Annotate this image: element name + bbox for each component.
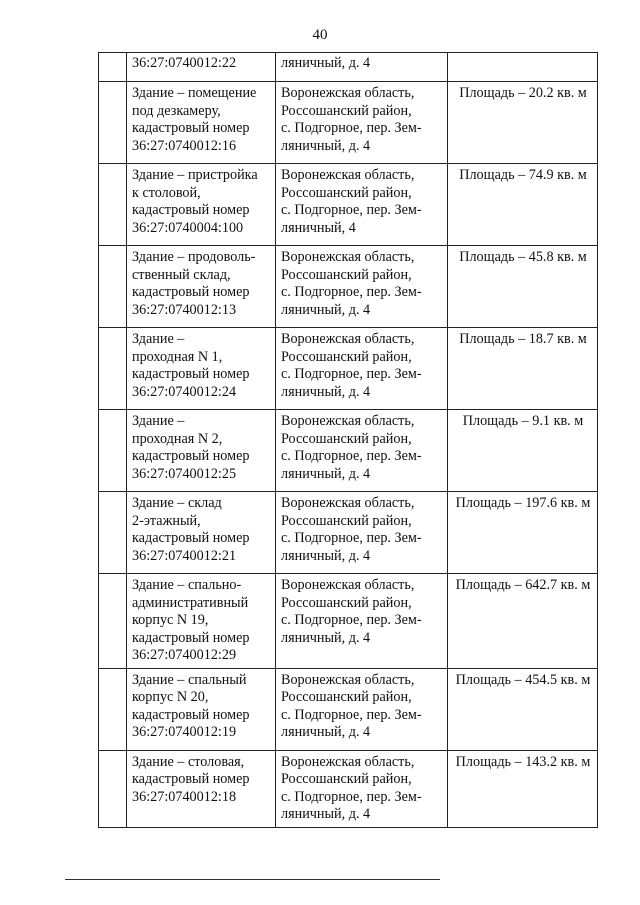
building-cell: Здание – продоволь- ственный склад, кадастровый номер 36:27:0740012:13 (127, 246, 276, 328)
address-cell: Воронежская область, Россошанский район, с. Подгорное, пер. Зем- ляничный, д. 4 (276, 246, 448, 328)
address-cell: Воронежская область, Россошанский район, с. Подгорное, пер. Зем- ляничный, д. 4 (276, 82, 448, 164)
index-cell (99, 53, 127, 82)
area-cell: Площадь – 454.5 кв. м (448, 668, 598, 750)
table-row (99, 574, 598, 669)
table-row (99, 82, 598, 164)
property-table (98, 52, 598, 828)
address-cell: Воронежская область, Россошанский район, с. Подгорное, пер. Зем- ляничный, д. 4 (276, 410, 448, 492)
index-cell (99, 328, 127, 410)
building-cell: Здание – спальный корпус N 20, кадастровый номер 36:27:0740012:19 (127, 668, 276, 750)
index-cell (99, 492, 127, 574)
address-cell: Воронежская область, Россошанский район, с. Подгорное, пер. Зем- ляничный, д. 4 (276, 750, 448, 827)
table-row (99, 668, 598, 750)
building-cell: Здание – спально- административный корпус N 19, кадастровый номер 36:27:0740012:29 (127, 574, 276, 669)
area-cell: Площадь – 20.2 кв. м (448, 82, 598, 164)
address-cell: Воронежская область, Россошанский район, с. Подгорное, пер. Зем- ляничный, д. 4 (276, 492, 448, 574)
area-cell: Площадь – 642.7 кв. м (448, 574, 598, 669)
building-cell: Здание – проходная N 1, кадастровый номер 36:27:0740012:24 (127, 328, 276, 410)
building-cell: Здание – столовая, кадастровый номер 36:27:0740012:18 (127, 750, 276, 827)
area-cell: Площадь – 143.2 кв. м (448, 750, 598, 827)
building-cell: Здание – проходная N 2, кадастровый номер 36:27:0740012:25 (127, 410, 276, 492)
table-row (99, 53, 598, 82)
area-cell: Площадь – 74.9 кв. м (448, 164, 598, 246)
table-row (99, 328, 598, 410)
building-cell: Здание – склад 2-этажный, кадастровый номер 36:27:0740012:21 (127, 492, 276, 574)
index-cell (99, 82, 127, 164)
table-row (99, 750, 598, 827)
table-row (99, 492, 598, 574)
address-cell: Воронежская область, Россошанский район, с. Подгорное, пер. Зем- ляничный, д. 4 (276, 668, 448, 750)
area-cell: Площадь – 197.6 кв. м (448, 492, 598, 574)
index-cell (99, 164, 127, 246)
table-row (99, 164, 598, 246)
building-cell: Здание – помещение под дезкамеру, кадастровый номер 36:27:0740012:16 (127, 82, 276, 164)
address-cell: ляничный, д. 4 (276, 53, 448, 82)
building-cell: 36:27:0740012:22 (127, 53, 276, 82)
table-row (99, 410, 598, 492)
address-cell: Воронежская область, Россошанский район, с. Подгорное, пер. Зем- ляничный, д. 4 (276, 328, 448, 410)
index-cell (99, 246, 127, 328)
address-cell: Воронежская область, Россошанский район, с. Подгорное, пер. Зем- ляничный, 4 (276, 164, 448, 246)
address-cell: Воронежская область, Россошанский район, с. Подгорное, пер. Зем- ляничный, д. 4 (276, 574, 448, 669)
building-cell: Здание – пристройка к столовой, кадастровый номер 36:27:0740004:100 (127, 164, 276, 246)
index-cell (99, 668, 127, 750)
area-cell (448, 53, 598, 82)
index-cell (99, 750, 127, 827)
footer-divider (65, 879, 440, 880)
area-cell: Площадь – 18.7 кв. м (448, 328, 598, 410)
area-cell: Площадь – 9.1 кв. м (448, 410, 598, 492)
index-cell (99, 574, 127, 669)
area-cell: Площадь – 45.8 кв. м (448, 246, 598, 328)
table-row (99, 246, 598, 328)
index-cell (99, 410, 127, 492)
page-number: 40 (312, 27, 328, 43)
